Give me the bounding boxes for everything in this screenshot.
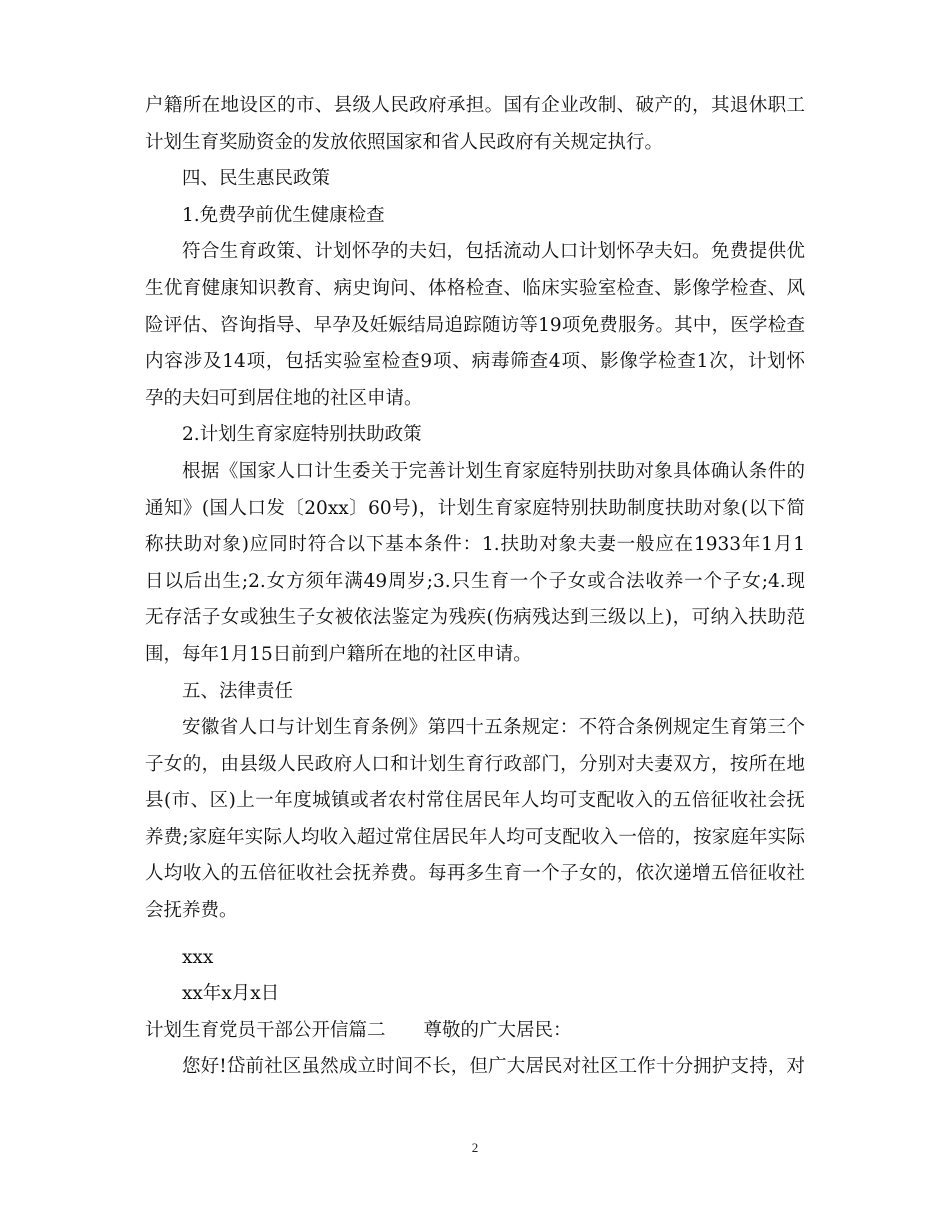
text-line: 险评估、咨询指导、早孕及妊娠结局追踪随访等19项免费服务。其中，医学检查 bbox=[145, 314, 805, 336]
spacer bbox=[145, 930, 805, 940]
next-letter-heading bbox=[145, 1013, 805, 1050]
section-heading: 五、法律责任 bbox=[182, 680, 294, 702]
text-line: 生优育健康知识教育、病史询问、体格检查、临床实验室检查、影像学检查、风 bbox=[145, 277, 805, 299]
next-letter-salutation: 尊敬的广大居民： bbox=[423, 1019, 572, 1041]
text-line: 子女的，由县级人民政府人口和计划生育行政部门，分别对夫妻双方，按所在地 bbox=[145, 753, 805, 775]
text-line: 围，每年1月15日前到户籍所在地的社区申请。 bbox=[145, 643, 532, 665]
text-line: 无存活子女或独生子女被依法鉴定为残疾(伤病残达到三级以上)，可纳入扶助范 bbox=[145, 607, 805, 629]
text-line: 计划生育奖励资金的发放依照国家和省人民政府有关规定执行。 bbox=[145, 131, 664, 153]
document-body bbox=[145, 88, 805, 1086]
text-line: 孕的夫妇可到居住地的社区申请。 bbox=[145, 387, 423, 409]
text-line: 人均收入的五倍征收社会抚养费。每再多生育一个子女的，依次递增五倍征收社 bbox=[145, 863, 805, 885]
subsection-heading: 2.计划生育家庭特别扶助政策 bbox=[182, 424, 422, 446]
text-line: 安徽省人口与计划生育条例》第四十五条规定：不符合条例规定生育第三个 bbox=[182, 717, 805, 739]
text-line: 户籍所在地设区的市、县级人民政府承担。国有企业改制、破产的，其退休职工 bbox=[145, 95, 805, 116]
signature-date: xx年x月x日 bbox=[182, 983, 280, 1005]
text-line: 您好!岱前社区虽然成立时间不长，但广大居民对社区工作十分拥护支持，对 bbox=[182, 1056, 805, 1078]
next-letter-title: 计划生育党员干部公开信篇二 bbox=[145, 1019, 386, 1041]
text-line: 内容涉及14项，包括实验室检查9项、病毒筛查4项、影像学检查1次，计划怀 bbox=[145, 351, 805, 373]
text-line: 符合生育政策、计划怀孕的夫妇，包括流动人口计划怀孕夫妇。免费提供优 bbox=[182, 241, 805, 263]
text-line: 会抚养费。 bbox=[145, 900, 238, 922]
text-line: 县(市、区)上一年度城镇或者农村常住居民年人均可支配收入的五倍征收社会抚 bbox=[145, 790, 805, 812]
page-number: 2 bbox=[471, 1140, 479, 1155]
signature-name: xxx bbox=[182, 946, 214, 968]
text-line: 养费;家庭年实际人均收入超过常住居民年人均可支配收入一倍的，按家庭年实际 bbox=[145, 826, 805, 848]
text-line: 根据《国家人口计生委关于完善计划生育家庭特别扶助对象具体确认条件的 bbox=[182, 460, 805, 482]
section-heading: 四、民生惠民政策 bbox=[182, 168, 331, 190]
text-line: 通知》(国人口发〔20xx〕60号)，计划生育家庭特别扶助制度扶助对象(以下简 bbox=[145, 497, 805, 519]
text-line: 称扶助对象)应同时符合以下基本条件：1.扶助对象夫妻一般应在1933年1月1 bbox=[145, 534, 805, 556]
subsection-heading: 1.免费孕前优生健康检查 bbox=[182, 204, 385, 226]
text-line: 日以后出生;2.女方须年满49周岁;3.只生育一个子女或合法收养一个子女;4.现 bbox=[145, 570, 805, 592]
